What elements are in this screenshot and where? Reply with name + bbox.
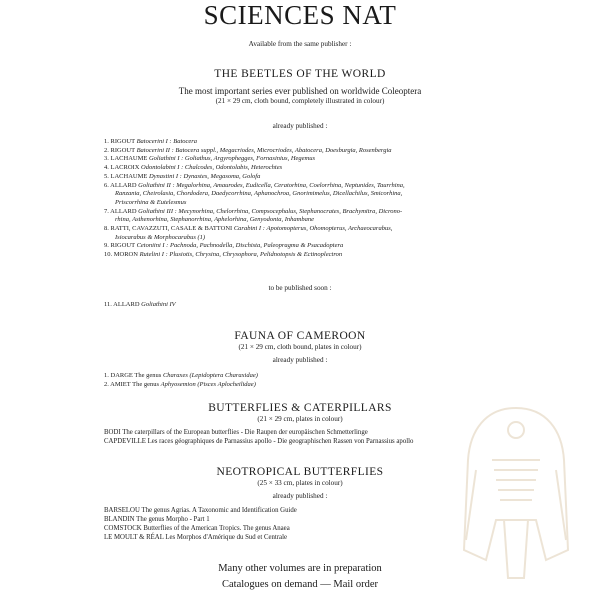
item-series: Rutelini I : bbox=[139, 251, 168, 259]
item-genera: Plusiotis, Chrysina, Chrysophora, Pelidnotopsis & Ectinoplectron bbox=[169, 251, 343, 259]
item-series: Batocerini II : bbox=[136, 146, 174, 154]
item-author: ALLARD bbox=[110, 181, 137, 189]
footer-preparation: Many other volumes are in preparation bbox=[218, 563, 382, 574]
item-genera-continued: Ranzania, Cheirolasia, Chordodera, Daedycorrhina, Aphanochroa, Gnorimimelus, Dicellachilus, Smicorhina, bbox=[115, 190, 403, 198]
list-item bbox=[104, 208, 524, 217]
item-genera: Batocera bbox=[173, 138, 198, 145]
item-number: 5. bbox=[104, 172, 109, 180]
item-prefix: The genus bbox=[134, 372, 162, 379]
beetles-heading: THE BEETLES OF THE WORLD bbox=[214, 68, 386, 80]
item-author: RIGOUT bbox=[110, 138, 135, 145]
item-series: Odontolabini I : bbox=[141, 164, 184, 172]
list-item-continuation bbox=[104, 234, 524, 243]
list-item-continuation bbox=[104, 190, 524, 199]
list-item bbox=[104, 173, 524, 182]
beetles-list bbox=[104, 138, 524, 260]
item-number: 11. bbox=[104, 301, 112, 308]
item-author: ALLARD bbox=[110, 207, 137, 215]
neotropical-format: (25 × 33 cm, plates in colour) bbox=[257, 479, 343, 487]
butterflies-heading: BUTTERFLIES & CATERPILLARS bbox=[208, 402, 392, 414]
beetles-subtitle: The most important series ever published on worldwide Coleoptera bbox=[178, 86, 422, 96]
beetles-soon-list bbox=[104, 301, 524, 310]
item-genera: Mecynorhina, Chelorrhina, Compsocephalus, Stephanocrates, Brachymitra, Dicrono- bbox=[178, 207, 403, 215]
available-note: Available from the same publisher : bbox=[248, 40, 352, 48]
list-item bbox=[104, 372, 524, 381]
item-author: RIGOUT bbox=[110, 242, 135, 250]
butterflies-format: (21 × 29 cm, plates in colour) bbox=[257, 415, 343, 423]
page-title: SCIENCES NAT bbox=[203, 0, 397, 30]
item-title: Les races géographiques de Parnassius apollo - Die geographischen Rassen von Parnassius apollo bbox=[147, 438, 414, 445]
item-number: 2. bbox=[104, 380, 109, 388]
neotropical-already-label: already published : bbox=[272, 492, 328, 500]
item-title: The genus Morpho - Part 1 bbox=[136, 516, 210, 523]
item-number: 10. bbox=[104, 251, 113, 259]
item-author: LACROIX bbox=[110, 164, 140, 172]
beetles-format: (21 × 29 cm, cloth bound, completely illustrated in colour) bbox=[215, 97, 385, 105]
item-author: BARSELOU bbox=[104, 507, 140, 514]
item-genera: Apotomopterus, Ohomopterus, Archaeocarabus, bbox=[266, 225, 393, 233]
item-author: RIGOUT bbox=[110, 146, 135, 154]
list-item bbox=[104, 155, 524, 164]
cameroon-format: (21 × 29 cm, cloth bound, plates in colour) bbox=[238, 343, 362, 351]
item-genera: Chalcodes, Odontolabis, Heterochtes bbox=[184, 164, 283, 172]
item-genera-continued: Isiocarabus & Morphocarabus (1) bbox=[115, 233, 206, 241]
list-item bbox=[104, 225, 524, 234]
item-series: Cetoniini I : bbox=[136, 242, 169, 250]
item-number: 7. bbox=[104, 207, 109, 215]
item-genera: Dynastes, Megasoma, Golofa bbox=[183, 172, 261, 180]
list-item-continuation bbox=[104, 199, 524, 208]
item-title: Charaxes (Lepidoptera Charaxidae) bbox=[162, 372, 258, 379]
item-title: The genus Agrias. A Taxonomic and Identification Guide bbox=[141, 507, 297, 514]
item-author: LACHAUME bbox=[110, 172, 148, 180]
item-number: 3. bbox=[104, 155, 109, 163]
item-series: Goliathini I : bbox=[148, 155, 184, 163]
item-number: 4. bbox=[104, 164, 109, 172]
item-prefix: The genus bbox=[132, 380, 160, 388]
list-item bbox=[104, 381, 524, 390]
item-number: 2. bbox=[104, 146, 109, 154]
beetles-already-label: already published : bbox=[272, 122, 328, 130]
list-item bbox=[104, 138, 524, 147]
cameroon-heading: FAUNA OF CAMEROON bbox=[234, 330, 366, 342]
item-author: CAPDEVILLE bbox=[104, 438, 146, 445]
item-genera: Batocera suppl., Megacriodes, Microcriodes, Abatocera, Doesburgia, Rosenbergia bbox=[175, 146, 392, 154]
item-genera: Megalorhina, Amaurodes, Eudicella, Ceratorhina, Coelorrhina, Neptunides, Taurrhina, bbox=[176, 181, 405, 189]
item-title: Aphyosemion (Pisces Aplocheilidae) bbox=[160, 380, 256, 388]
list-item bbox=[104, 147, 524, 156]
footer-catalogues: Catalogues on demand — Mail order bbox=[221, 579, 378, 590]
item-title: Les Morphos d'Amérique du Sud et Centrale bbox=[165, 534, 287, 541]
list-item bbox=[104, 182, 524, 191]
item-number: 8. bbox=[104, 225, 109, 233]
cameroon-already-label: already published : bbox=[272, 356, 328, 364]
item-author: LACHAUME bbox=[110, 155, 148, 163]
item-number: 1. bbox=[104, 372, 109, 379]
item-number: 6. bbox=[104, 181, 109, 189]
item-series: Goliathini II : bbox=[138, 181, 175, 189]
pharaoh-head-watermark-icon bbox=[456, 400, 576, 590]
item-series: Goliathini IV bbox=[141, 301, 176, 308]
item-title: The caterpillars of the European butterflies - Die Raupen der europäischen Schmetterlinge bbox=[122, 429, 368, 436]
list-item bbox=[104, 251, 524, 260]
item-series: Goliathini III : bbox=[138, 207, 177, 215]
item-genera-continued: Priscorrhina & Eutelesmus bbox=[115, 198, 187, 206]
item-author: LE MOULT & RÉAL bbox=[104, 534, 164, 541]
item-series: Carabini I : bbox=[233, 225, 265, 233]
item-number: 1. bbox=[104, 138, 109, 145]
item-author: AMIET bbox=[110, 380, 131, 388]
item-author: BLANDIN bbox=[104, 516, 135, 523]
item-number: 9. bbox=[104, 242, 109, 250]
list-item bbox=[104, 242, 524, 251]
item-genera-continued: rhina, Asthenorhina, Stephanorrhina, Aphelorhina, Genyodonta, Inhambane bbox=[115, 216, 314, 224]
item-series: Batocerini I : bbox=[136, 138, 172, 145]
list-item-continuation bbox=[104, 216, 524, 225]
item-author: DARGE bbox=[110, 372, 133, 379]
list-item bbox=[104, 301, 524, 310]
item-author: COMSTOCK bbox=[104, 525, 142, 532]
neotropical-heading: NEOTROPICAL BUTTERFLIES bbox=[216, 466, 384, 478]
item-author: ALLARD bbox=[113, 301, 140, 308]
item-title: Butterflies of the American Tropics. The genus Anaea bbox=[143, 525, 290, 532]
item-author: MORON bbox=[113, 251, 138, 259]
item-genera: Pachnoda, Pachnodella, Dischista, Paleopragma & Psacadoptera bbox=[169, 242, 344, 250]
beetles-soon-label: to be published soon : bbox=[268, 284, 332, 292]
item-author: BODI bbox=[104, 429, 121, 436]
cameroon-list bbox=[104, 372, 524, 389]
item-author: RATTI, CAVAZZUTI, CASALE & BATTONI bbox=[110, 225, 233, 233]
item-series: Dynastini I : bbox=[148, 172, 182, 180]
list-item bbox=[104, 164, 524, 173]
item-genera: Goliathus, Argyrophegges, Fornasinius, Hegemus bbox=[184, 155, 316, 163]
